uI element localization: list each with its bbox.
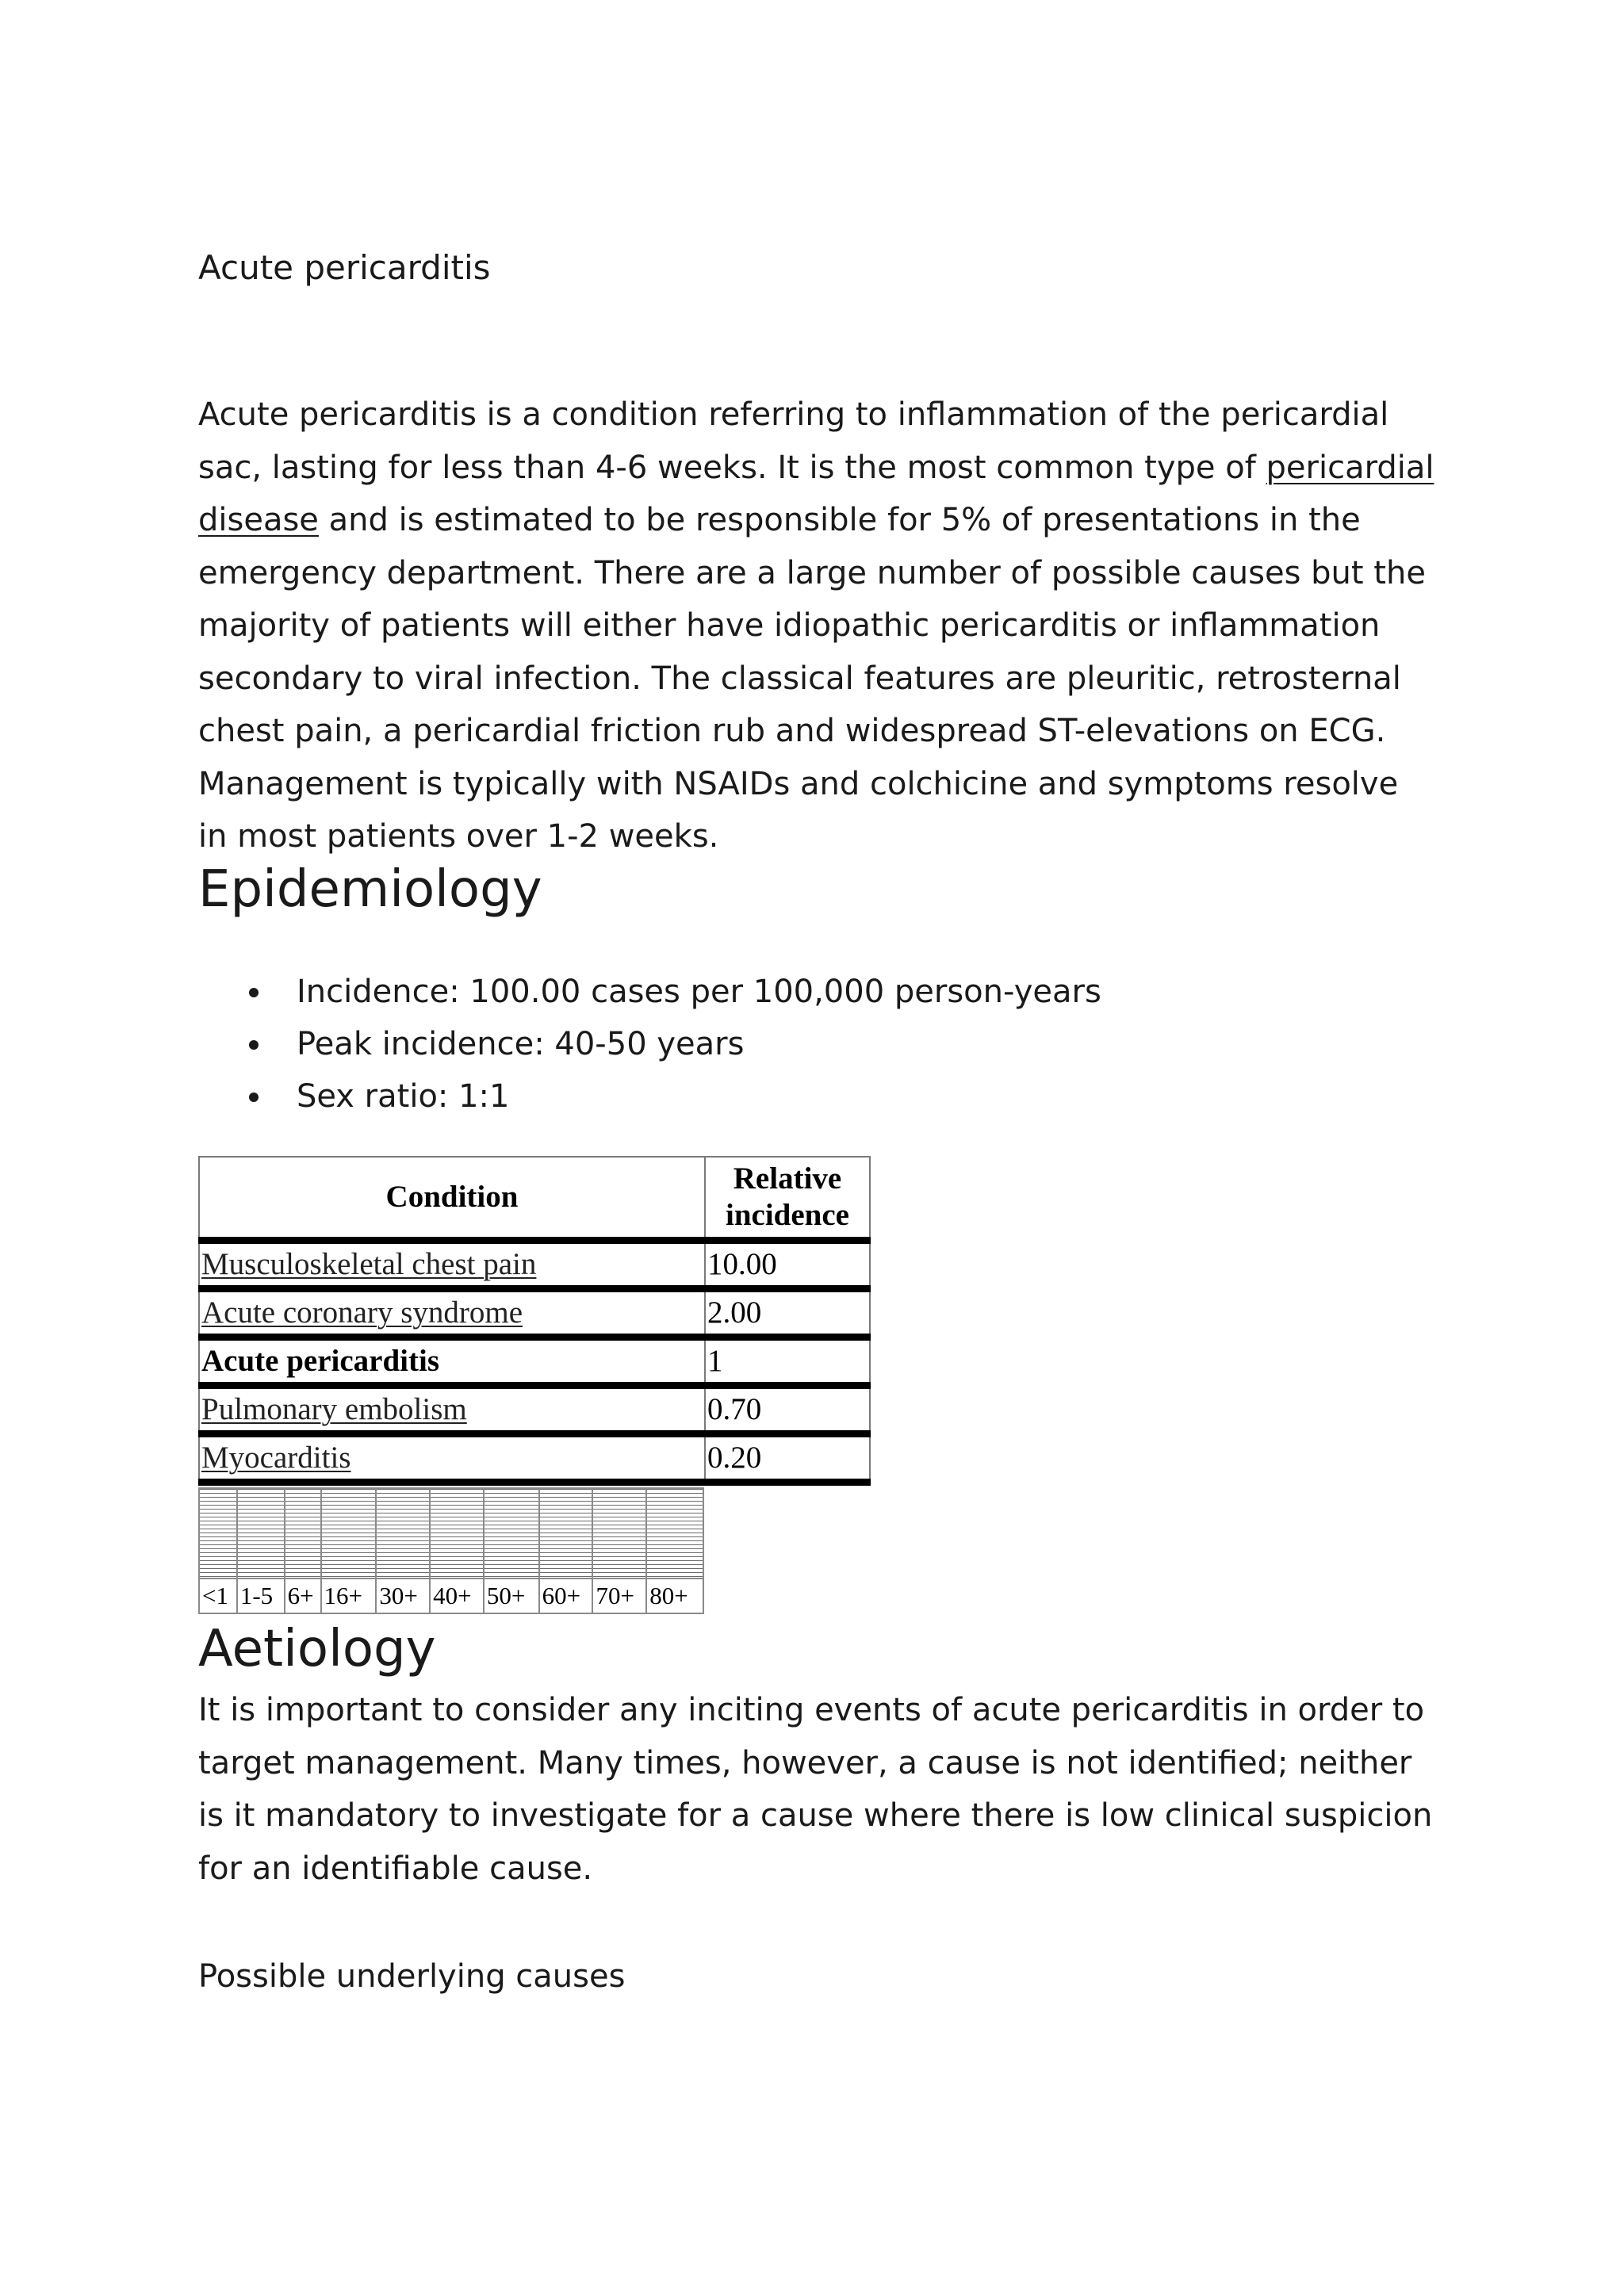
incidence-value-cell: 0.70	[705, 1386, 870, 1434]
age-band-label: 70+	[593, 1579, 647, 1613]
condition-cell	[199, 1289, 705, 1337]
epidemiology-facts-list	[198, 966, 1101, 1123]
fact-peak-incidence: Peak incidence: 40-50 years	[198, 1018, 1101, 1070]
table-row	[199, 1337, 870, 1386]
age-band-labels	[200, 1578, 703, 1613]
age-band-label: 6+	[285, 1579, 322, 1613]
epidemiology-heading: Epidemiology	[198, 860, 542, 919]
condition-link-musculoskeletal[interactable]: Musculoskeletal chest pain	[201, 1247, 537, 1281]
age-bar	[322, 1489, 377, 1578]
table-row	[199, 1241, 870, 1289]
age-bar	[200, 1489, 238, 1578]
fact-sex-ratio: Sex ratio: 1:1	[198, 1070, 1101, 1123]
condition-header: Condition	[199, 1157, 705, 1241]
condition-cell-current: Acute pericarditis	[199, 1337, 705, 1386]
age-bar	[540, 1489, 594, 1578]
condition-cell	[199, 1241, 705, 1289]
aetiology-paragraph: It is important to consider any inciting events of acute pericarditis in order to target management. Many times, however, a cause is not identified; neither is it mandatory to investigate for a cause where there is low clinical suspicion for an identifiable cause.	[198, 1692, 1433, 1887]
table-header-row	[199, 1157, 870, 1241]
relative-incidence-header: Relative incidence	[705, 1157, 870, 1241]
condition-link-acs[interactable]: Acute coronary syndrome	[201, 1295, 523, 1330]
age-band-label: 50+	[485, 1579, 540, 1613]
table-row	[199, 1289, 870, 1337]
condition-cell	[199, 1386, 705, 1434]
incidence-value-cell: 10.00	[705, 1241, 870, 1289]
relative-incidence-table	[198, 1156, 871, 1486]
age-band-label: 60+	[540, 1579, 594, 1613]
age-bar	[593, 1489, 647, 1578]
table-row	[199, 1434, 870, 1483]
age-band-label: <1	[200, 1579, 238, 1613]
age-bar	[377, 1489, 431, 1578]
age-bar	[647, 1489, 703, 1578]
age-bar	[285, 1489, 322, 1578]
underlying-causes-subheading: Possible underlying causes	[198, 1958, 626, 1995]
intro-text-1: Acute pericarditis is a condition referring to inflammation of the pericardial sac, lasting for less than 4-6 weeks. It is the most common type of	[198, 396, 1389, 486]
age-band-label: 30+	[377, 1579, 431, 1613]
pericardial-disease-link[interactable]: pericardial disease	[198, 449, 1434, 538]
incidence-value-cell: 0.20	[705, 1434, 870, 1483]
aetiology-heading: Aetiology	[198, 1620, 436, 1678]
intro-text-2: and is estimated to be responsible for 5% of presentations in the emergency department. There are a large number of possible causes but the majority of patients will either have idiopathic pericarditis or inflammation secondary to viral infection. The classical features are pleuritic, retrosternal chest pain, a pericardial friction rub and widespread ST-elevations on ECG. Management is typically with NSAIDs and colchicine and symptoms resolve in most patients over 1-2 weeks.	[198, 502, 1426, 855]
age-distribution-bars	[200, 1489, 703, 1578]
page-title: Acute pericarditis	[198, 248, 491, 287]
fact-incidence: Incidence: 100.00 cases per 100,000 person-years	[198, 966, 1101, 1018]
condition-link-myocarditis[interactable]: Myocarditis	[201, 1441, 351, 1475]
age-distribution-grid	[198, 1487, 704, 1614]
intro-paragraph	[198, 388, 1435, 863]
incidence-value-cell: 1	[705, 1337, 870, 1386]
age-band-label: 40+	[431, 1579, 485, 1613]
condition-cell	[199, 1434, 705, 1483]
age-band-label: 16+	[322, 1579, 377, 1613]
age-band-label: 1-5	[238, 1579, 285, 1613]
age-bar	[485, 1489, 540, 1578]
table-row	[199, 1386, 870, 1434]
age-bar	[431, 1489, 485, 1578]
age-bar	[238, 1489, 285, 1578]
age-band-label: 80+	[649, 1582, 688, 1609]
condition-link-pe[interactable]: Pulmonary embolism	[201, 1392, 467, 1426]
incidence-value-cell: 2.00	[705, 1289, 870, 1337]
